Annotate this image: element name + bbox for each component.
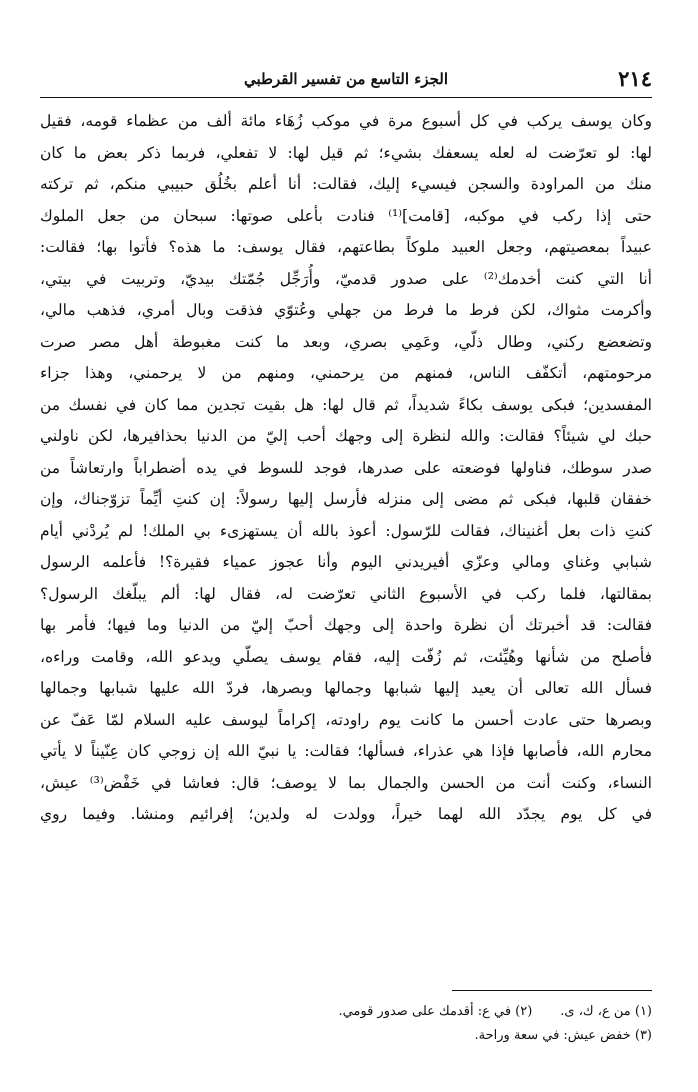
- text-line: عبيداً بمعصيتهم، وجعل العبيد ملوكاً بطاعتهم، فقال يوسف: ما هذه؟ فأتوا بها؛ فقالت:: [40, 238, 652, 256]
- text-line: فقالت: قد أخبرتك أن نظرة واحدة إلى وجهك أحبّ إليّ من الدنيا وما فيها؛ فأمر بها: [40, 616, 652, 634]
- footnote-2: (٢) في ع: أقدمك على صدور قومي.: [338, 1004, 533, 1019]
- text-line: في كل يوم يجدّد الله لهما خيراً، وولدت له ولدين؛ إفرائيم ومنشا. وفيما روي: [40, 805, 652, 823]
- text-line: حبك لي شيئاً؟ فقالت: والله لنظرة إلى وجهك أحب إليّ من الدنيا بحذافيرها، لكن ناولني: [40, 427, 652, 445]
- text-line: وبصرها حتى عادت أحسن ما كانت يوم راودته، إكراماً ليوسف عليه السلام لمّا عَفّ عن: [40, 710, 652, 729]
- text-line: منك من المراودة والسجن فيسيء إليك، فقالت: أنا أعلم بخُلُق حبيبي منكم، ثم تركته: [40, 175, 652, 193]
- text-line: وكان يوسف يركب في كل أسبوع مرة في موكب زُهَاء مائة ألف من عظماء قومه، فقيل: [40, 112, 652, 130]
- text-line: النساء، وكنت أنت من الحسن والجمال بما لا يوصف؛ قال: فعاشا في خَفْض⁽³⁾ عيش،: [40, 773, 652, 792]
- header-rule: [40, 97, 652, 98]
- text-line: شبابي وغناي ومالي وعزّي أفيريدني اليوم وأنا عجوز عمياء فقيرة؟! فأعلمه الرسول: [40, 553, 652, 571]
- text-line: محارم الله، فأصابها فإذا هي عذراء، فسألها؛ فقالت: يا نبيّ الله إن زوجي كان عِنّيناً لا يأتي: [40, 742, 652, 760]
- text-line: وأكرمت مثواك، لكن فرط ما فرط من جهلي وعُتوّي فذقت وبال أمري، فذهب مالي،: [40, 301, 652, 319]
- text-line: لها: لو تعرّضت له لعله يسعفك بشيء؛ ثم قيل لها: لا تفعلي، فربما ذكر بعض ما كان: [40, 143, 652, 162]
- footnote-rule: [452, 990, 652, 991]
- text-line: مرحومتهم، أتكفّف الناس، فمنهم من يرحمني، ومنهم من لا يرحمني، وهذا جزاء: [40, 364, 652, 382]
- text-line: وتضعضع ركني، وطال ذلّي، وعَمِي بصري، وبعد ما كنت مغبوطة أهل مصر صرت: [40, 332, 652, 351]
- text-line: فسأل الله تعالى أن يعيد إليها شبابها وجمالها وبصرها، فردّ الله عليها شبابها وجمالها: [40, 679, 652, 697]
- page-header: [40, 66, 652, 96]
- footnotes: [40, 1000, 652, 1048]
- text-line: كنتِ ذات بعل أغنيناك، فقالت للرّسول: أعوذ بالله أن يستهزىء بي الملك! لم يُردْني أيام: [40, 521, 652, 540]
- text-line: حتى إذا ركب في موكبه، [قامت]⁽¹⁾ فنادت بأعلى صوتها: سبحان من جعل الملوك: [40, 206, 652, 225]
- text-line: خفقان قلبها، فبكى ثم مضى إلى منزله فأرسل إليها رسولاً: إن كنتِ أيِّماً تزوّجناك، وإن: [40, 490, 652, 508]
- footnote-1: (١) من ع، ك، ى.: [560, 1004, 652, 1019]
- text-line: فأصلح من شأنها وهُيِّئت، ثم زُفّت إليه، فقام يوسف يصلّي ويدعو الله، وقامت وراءه،: [40, 647, 652, 666]
- text-line: المفسدين؛ فبكى يوسف بكاءً شديداً، ثم قال لها: هل بقيت تجدين مما كان في نفسك من: [40, 395, 652, 414]
- body-text: [40, 106, 652, 831]
- text-line: أنا التي كنت أخدمك⁽²⁾ على صدور قدميّ، وأُرَجِّل جُمّتك بيديّ، وتربيت في بيتي،: [40, 269, 652, 288]
- page-number: ٢١٤: [618, 66, 652, 91]
- footnote-line: [40, 1000, 652, 1024]
- text-line: بمقالتها، فلما ركب في الأسبوع الثاني تعرّضت له، فقال لها: ألم يبلّغك الرسول؟: [40, 584, 652, 603]
- footnote-line: [40, 1024, 652, 1048]
- running-title: الجزء التاسع من تفسير القرطبي: [244, 70, 448, 88]
- text-line: صدر سوطك، فناولها فوضعته على صدرها، فوجد للسوط في يده أضطراباً وارتعاشاً من: [40, 458, 652, 477]
- footnote-3: (٣) خفض عيش: في سعة وراحة.: [474, 1028, 652, 1043]
